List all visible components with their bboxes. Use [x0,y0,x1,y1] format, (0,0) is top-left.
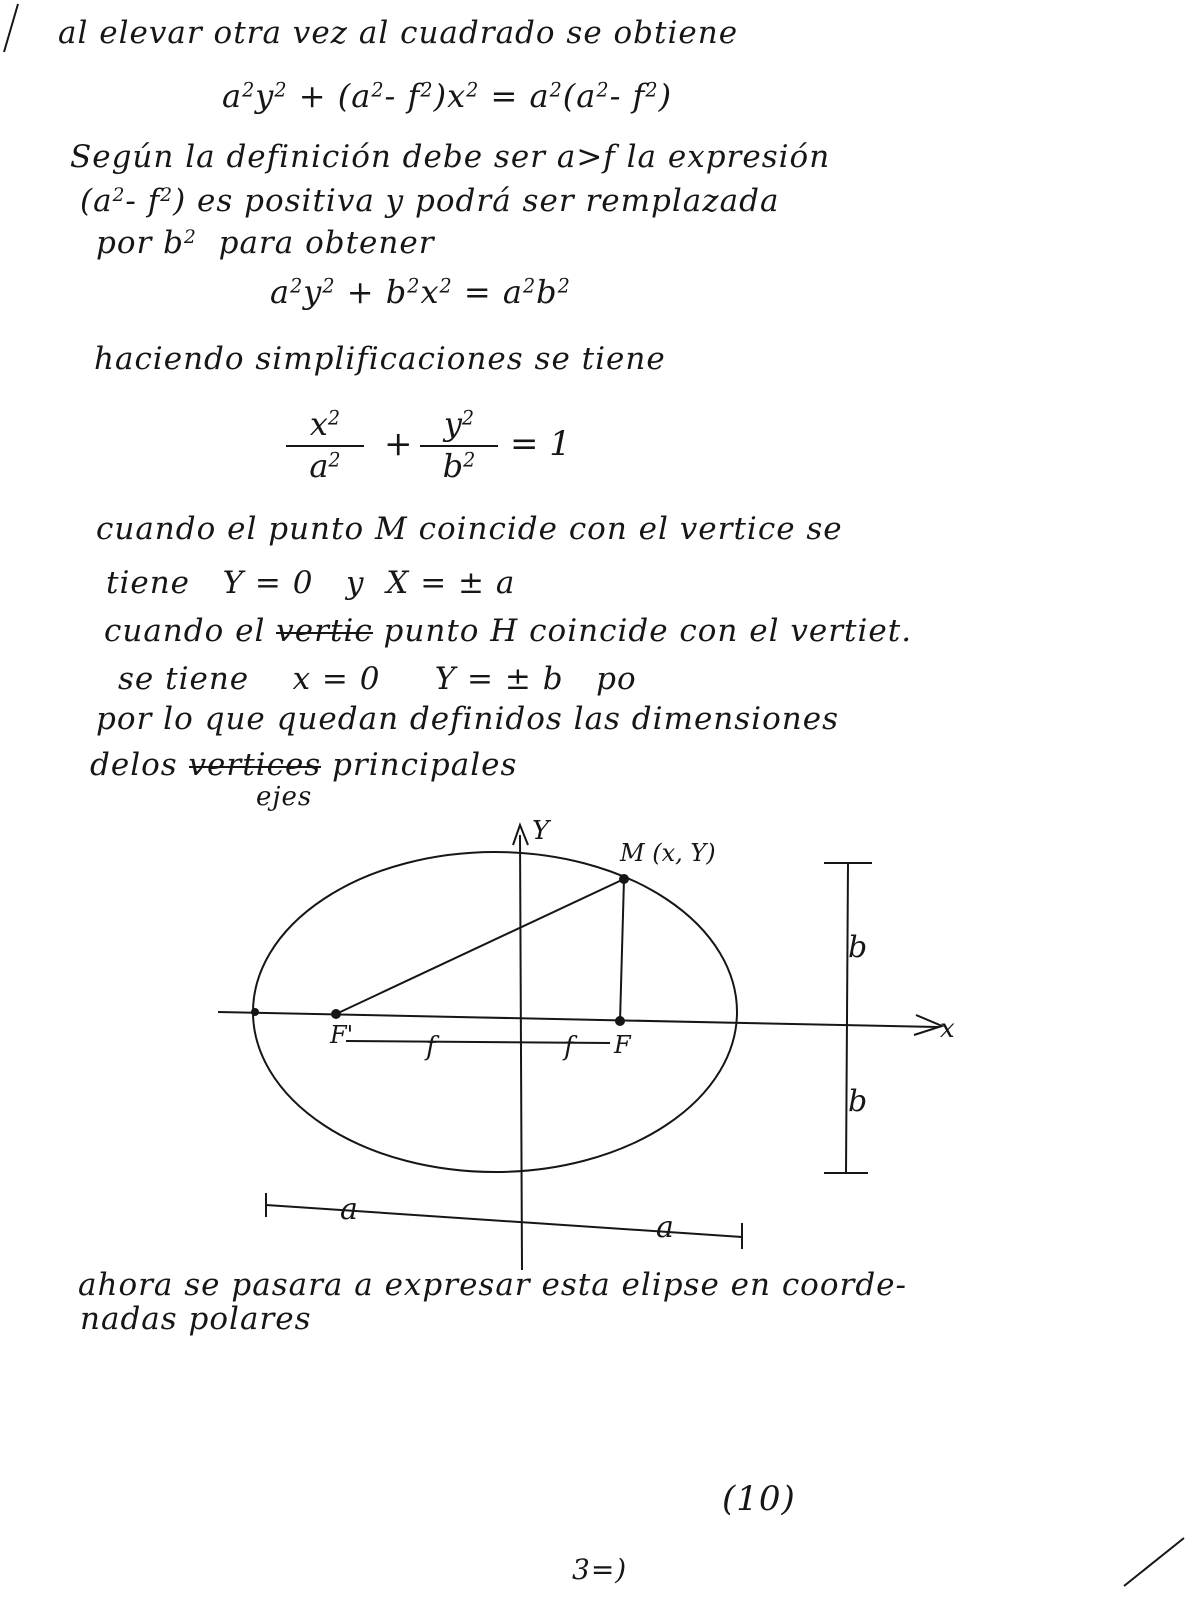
b-top-label: b [848,930,868,965]
focus-right-point [615,1016,625,1026]
f-left-label: f [426,1032,436,1062]
corner-stroke [0,0,40,60]
text-line-4: por $b^2$ para obtener [96,225,435,261]
m-point [619,874,629,884]
point-m-label: M (x, Y) [620,839,716,867]
axis-x-label: x [940,1014,955,1044]
page-number: 3=) [572,1553,628,1586]
f-right-label: f [564,1032,574,1062]
text-line-12: ahora se pasara a expresar esta elipse en coorde- [78,1267,907,1303]
focus-right-label: F [614,1031,631,1059]
y-axis [520,835,522,1270]
text-line-9: se tiene x = 0 Y = ± b po [118,661,637,697]
corner-stroke-bottom [1120,1530,1190,1590]
text-line-6: cuando el punto M coincide con el vertice se [96,511,843,547]
focal-radius-line [336,879,624,1014]
text-line-10: por lo que quedan definidos las dimensiones [96,701,839,737]
b-bottom-label: b [848,1084,868,1119]
text-line-7: tiene Y = 0 y X = ± a [106,565,516,601]
text-line-2: Según la definición debe ser a>f la expresión [70,139,831,175]
focus-left-point [331,1009,341,1019]
text-line-8: cuando el vertic punto H coincide con el vertiet. [104,613,913,649]
margin-note: (10) [722,1479,796,1519]
text-line-3: ($a^2-$ $f^2$) es positiva y podrá ser remplazada [80,183,780,219]
a-right-label: a [656,1210,674,1245]
equation-2: $a^2y^2 + b^2x^2 = a^2b^2$ [270,273,571,311]
axis-y-label: Y [532,816,550,846]
fraction-y-over-b: $y^2$ $b^2$ [420,408,498,483]
text-line-1: al elevar otra vez al cuadrado se obtiene [58,15,739,51]
ordinate-line [620,879,624,1022]
text-line-5: haciendo simplificaciones se tiene [94,341,666,377]
b-dimension-line [846,863,848,1173]
focus-left-label: F' [330,1021,354,1049]
struck-word: vertic [276,613,373,649]
inserted-word: ejes [256,782,313,812]
plus-sign: + [384,424,413,464]
a-left-label: a [340,1192,358,1227]
fraction-x-over-a: $x^2$ $a^2$ [286,408,364,483]
x-axis-arrow-icon [914,1015,942,1035]
x-axis [218,1012,938,1027]
ellipse-curve [253,852,737,1172]
text-line-11: delos vertices principales [90,747,518,783]
equals-one: = 1 [510,424,571,464]
ellipse-diagram [200,815,980,1275]
struck-word-2: vertices [188,747,322,783]
text-line-13: nadas polares [80,1301,312,1337]
equation-1: $a^2y^2 + (a^2-$ $f^2)x^2 = a^2(a^2-$ $f^2$) [222,77,673,115]
